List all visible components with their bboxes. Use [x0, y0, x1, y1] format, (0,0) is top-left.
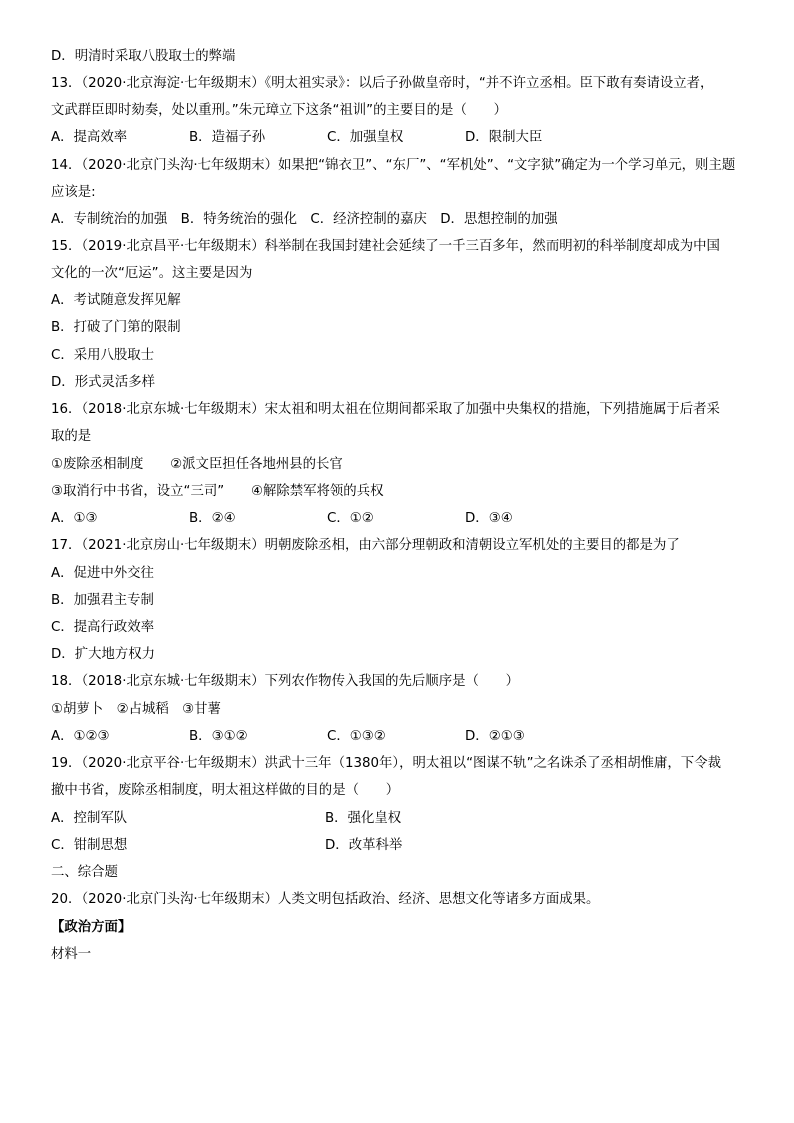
q20-material-label: 材料一: [51, 947, 92, 962]
q19-options-row1: [51, 810, 751, 828]
q17-option-a[interactable]: A．促进中外交往: [51, 566, 154, 581]
q13-stem-line2: 文武群臣即时劾奏，处以重刑。”朱元璋立下这条“祖训”的主要目的是（ ）: [51, 103, 507, 118]
q14-options[interactable]: A．专制统治的加强 B．特务统治的强化 C．经济控制的嘉庆 D．思想控制的加强: [51, 212, 558, 227]
q14-stem-line2: 应该是:: [51, 185, 96, 200]
q15-option-b[interactable]: B．打破了门第的限制: [51, 320, 181, 335]
q18-option-b[interactable]: B．③①②: [189, 729, 248, 744]
q15-option-a[interactable]: A．考试随意发挥见解: [51, 293, 181, 308]
q15-option-d[interactable]: D．形式灵活多样: [51, 375, 156, 390]
q16-items-line2: ③取消行中书省，设立“三司” ④解除禁军将领的兵权: [51, 484, 384, 499]
q17-option-c[interactable]: C．提高行政效率: [51, 620, 155, 635]
q19-option-d[interactable]: D．改革科举: [325, 838, 403, 853]
q19-option-c[interactable]: C．钳制思想: [51, 838, 128, 853]
q13-option-d[interactable]: D．限制大臣: [465, 130, 543, 145]
q13-options: [51, 129, 751, 147]
q13-option-c[interactable]: C．加强皇权: [327, 130, 404, 145]
q16-option-d[interactable]: D．③④: [465, 511, 513, 526]
q17-option-d[interactable]: D．扩大地方权力: [51, 647, 156, 662]
q18-option-d[interactable]: D．②①③: [465, 729, 525, 744]
q17-option-b[interactable]: B．加强君主专制: [51, 593, 154, 608]
q19-option-b[interactable]: B．强化皇权: [325, 811, 402, 826]
q16-option-a[interactable]: A．①③: [51, 511, 98, 526]
q15-stem-line2: 文化的一次“厄运”。这主要是因为: [51, 266, 253, 281]
q13-stem-line1: 13．（2020·北京海淀·七年级期末）《明太祖实录》：以后子孙做皇帝时，“并不许立丞相。臣下敢有奏请设立者，: [51, 76, 714, 91]
q18-options: [51, 728, 751, 746]
q18-option-c[interactable]: C．①③②: [327, 729, 386, 744]
q15-stem-line1: 15．（2019·北京昌平·七年级期末）科举制在我国封建社会延续了一千三百多年，然而明初的科举制度却成为中国: [51, 239, 720, 254]
q16-items-line1: ①废除丞相制度 ②派文臣担任各地州县的长官: [51, 457, 343, 472]
q13-option-a[interactable]: A．提高效率: [51, 130, 128, 145]
q16-stem-line2: 取的是: [51, 429, 92, 444]
q15-option-c[interactable]: C．采用八股取士: [51, 348, 155, 363]
q16-stem-line1: 16．（2018·北京东城·七年级期末）宋太祖和明太祖在位期间都采取了加强中央集权的措施，下列措施属于后者采: [51, 402, 720, 417]
q17-stem: 17．（2021·北京房山·七年级期末）明朝废除丞相，由六部分理朝政和清朝设立军机处的主要目的都是为了: [51, 538, 680, 553]
q14-stem-line1: 14．（2020·北京门头沟·七年级期末）如果把“锦衣卫”、“东厂”、“军机处”、“文字狱”确定为一个学习单元，则主题: [51, 158, 736, 173]
q18-items: ①胡萝卜 ②占城稻 ③甘薯: [51, 702, 221, 717]
q19-stem-line1: 19．（2020·北京平谷·七年级期末）洪武十三年（1380年），明太祖以“图谋不轨”之名诛杀了丞相胡惟庸，下令裁: [51, 756, 721, 771]
q19-options-row2: [51, 837, 751, 855]
q18-stem: 18．（2018·北京东城·七年级期末）下列农作物传入我国的先后顺序是（ ）: [51, 674, 520, 689]
section-title-comprehensive: 二、综合题: [51, 865, 118, 880]
q19-option-a[interactable]: A．控制军队: [51, 811, 128, 826]
q12-option-d: D．明清时采取八股取士的弊端: [51, 49, 236, 64]
q16-option-c[interactable]: C．①②: [327, 511, 374, 526]
q19-stem-line2: 撤中书省，废除丞相制度，明太祖这样做的目的是（ ）: [51, 783, 400, 798]
q16-options: [51, 510, 751, 528]
q20-stem: 20．（2020·北京门头沟·七年级期末）人类文明包括政治、经济、思想文化等诸多方面成果。: [51, 892, 600, 907]
q18-option-a[interactable]: A．①②③: [51, 729, 110, 744]
q13-option-b[interactable]: B．造福子孙: [189, 130, 266, 145]
q16-option-b[interactable]: B．②④: [189, 511, 236, 526]
q20-heading-politics: 【政治方面】: [51, 920, 132, 935]
